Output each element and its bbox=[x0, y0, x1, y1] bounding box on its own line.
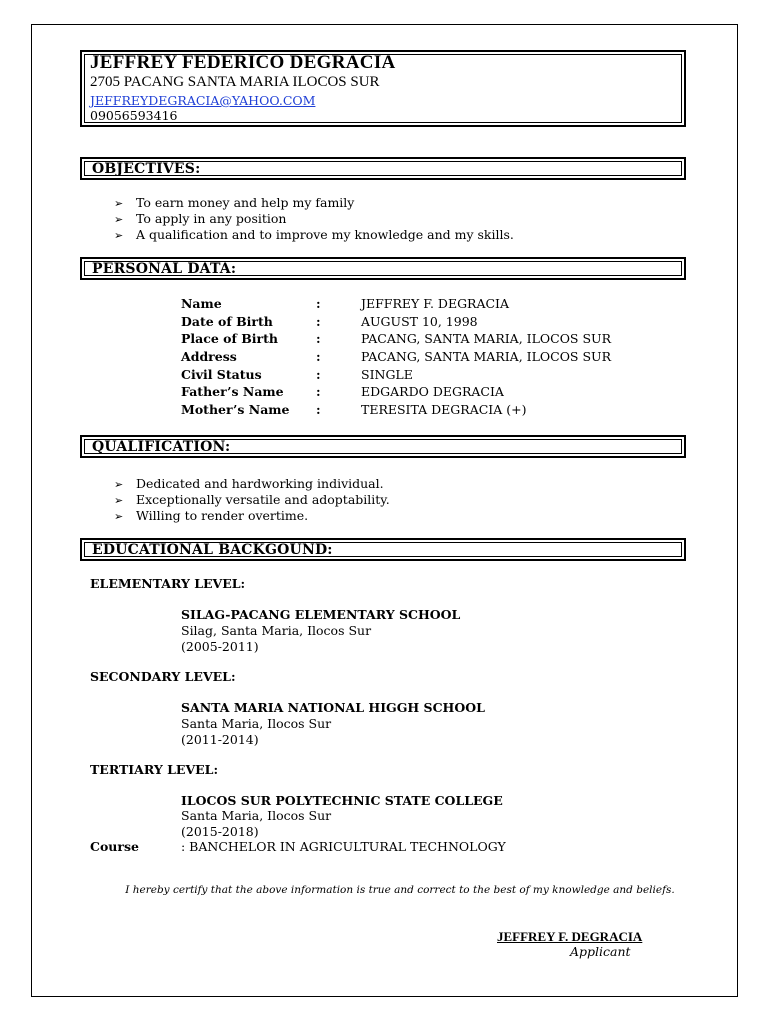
field-label: Date of Birth bbox=[181, 313, 273, 329]
personal-data-table bbox=[181, 295, 661, 419]
field-label: Father’s Name bbox=[181, 384, 284, 400]
field-value: PACANG, SANTA MARIA, ILOCOS SUR bbox=[361, 331, 611, 347]
field-label: Mother’s Name bbox=[181, 402, 290, 418]
field-colon: : bbox=[316, 296, 321, 311]
elementary-school-name: SILAG-PACANG ELEMENTARY SCHOOL bbox=[181, 607, 461, 622]
arrowhead-bullet-icon: ➢ bbox=[114, 229, 124, 242]
personal-data-section-header bbox=[80, 257, 686, 280]
arrowhead-bullet-icon: ➢ bbox=[114, 213, 124, 226]
field-label: Place of Birth bbox=[181, 331, 278, 347]
certification-statement: I hereby certify that the above information is true and correct to the best of my knowledge and beliefs. bbox=[125, 884, 675, 896]
education-title: EDUCATIONAL BACKGOUND: bbox=[92, 542, 333, 558]
table-row bbox=[181, 366, 661, 384]
objective-text: To apply in any position bbox=[136, 211, 287, 226]
qualification-list bbox=[114, 476, 390, 524]
tertiary-school-location: Santa Maria, Ilocos Sur bbox=[181, 808, 332, 823]
applicant-name: JEFFREY FEDERICO DEGRACIA bbox=[90, 52, 396, 73]
field-value: EDGARDO DEGRACIA bbox=[361, 384, 504, 400]
objectives-title: OBJECTIVES: bbox=[92, 161, 201, 177]
email-link[interactable]: JEFFREYDEGRACIA@YAHOO.COM bbox=[90, 93, 316, 108]
field-label: Civil Status bbox=[181, 366, 262, 382]
objectives-list bbox=[114, 195, 514, 243]
tertiary-school-years: (2015-2018) bbox=[181, 824, 259, 839]
personal-data-title: PERSONAL DATA: bbox=[92, 261, 237, 277]
qualification-title: QUALIFICATION: bbox=[92, 439, 231, 455]
table-row bbox=[181, 348, 661, 366]
field-colon: : bbox=[316, 384, 321, 400]
field-value: TERESITA DEGRACIA (+) bbox=[361, 402, 527, 418]
elementary-school-years: (2005-2011) bbox=[181, 639, 259, 654]
list-item bbox=[114, 211, 514, 227]
elementary-school-location: Silag, Santa Maria, Ilocos Sur bbox=[181, 623, 372, 638]
field-value: AUGUST 10, 1998 bbox=[361, 313, 478, 329]
field-label: Name bbox=[181, 296, 222, 311]
arrowhead-bullet-icon: ➢ bbox=[114, 494, 124, 507]
field-colon: : bbox=[316, 313, 321, 329]
field-value: PACANG, SANTA MARIA, ILOCOS SUR bbox=[361, 349, 611, 365]
objective-text: A qualification and to improve my knowledge and my skills. bbox=[136, 227, 514, 242]
qualification-text: Dedicated and hardworking individual. bbox=[136, 476, 384, 491]
applicant-address: 2705 PACANG SANTA MARIA ILOCOS SUR bbox=[90, 74, 380, 90]
phone-number: 09056593416 bbox=[90, 108, 178, 123]
list-item bbox=[114, 508, 390, 524]
secondary-school-years: (2011-2014) bbox=[181, 732, 259, 747]
field-colon: : bbox=[316, 366, 321, 382]
tertiary-school-name: ILOCOS SUR POLYTECHNIC STATE COLLEGE bbox=[181, 793, 503, 808]
qualification-section-header bbox=[80, 435, 686, 458]
table-row bbox=[181, 383, 661, 401]
table-row bbox=[181, 313, 661, 331]
field-value: SINGLE bbox=[361, 366, 413, 382]
objectives-section-header bbox=[80, 157, 686, 180]
qualification-text: Willing to render overtime. bbox=[136, 508, 309, 523]
list-item bbox=[114, 227, 514, 243]
field-label: Address bbox=[181, 349, 237, 365]
signature-name: JEFFREY F. DEGRACIA bbox=[497, 929, 643, 944]
elementary-level-label: ELEMENTARY LEVEL: bbox=[90, 576, 246, 591]
arrowhead-bullet-icon: ➢ bbox=[114, 197, 124, 210]
list-item bbox=[114, 492, 390, 508]
table-row bbox=[181, 295, 661, 313]
secondary-school-location: Santa Maria, Ilocos Sur bbox=[181, 716, 332, 731]
signature-title: Applicant bbox=[570, 944, 631, 959]
table-row bbox=[181, 330, 661, 348]
arrowhead-bullet-icon: ➢ bbox=[114, 510, 124, 523]
objective-text: To earn money and help my family bbox=[136, 195, 355, 210]
field-colon: : bbox=[316, 402, 321, 418]
secondary-level-label: SECONDARY LEVEL: bbox=[90, 669, 236, 684]
education-section-header bbox=[80, 538, 686, 561]
table-row bbox=[181, 401, 661, 419]
course-value: : BANCHELOR IN AGRICULTURAL TECHNOLOGY bbox=[181, 839, 506, 854]
field-colon: : bbox=[316, 331, 321, 347]
arrowhead-bullet-icon: ➢ bbox=[114, 478, 124, 491]
course-label: Course bbox=[90, 839, 139, 854]
field-colon: : bbox=[316, 349, 321, 365]
tertiary-level-label: TERTIARY LEVEL: bbox=[90, 762, 219, 777]
secondary-school-name: SANTA MARIA NATIONAL HIGGH SCHOOL bbox=[181, 700, 485, 715]
list-item bbox=[114, 195, 514, 211]
qualification-text: Exceptionally versatile and adoptability. bbox=[136, 492, 390, 507]
list-item bbox=[114, 476, 390, 492]
field-value: JEFFREY F. DEGRACIA bbox=[361, 296, 510, 311]
